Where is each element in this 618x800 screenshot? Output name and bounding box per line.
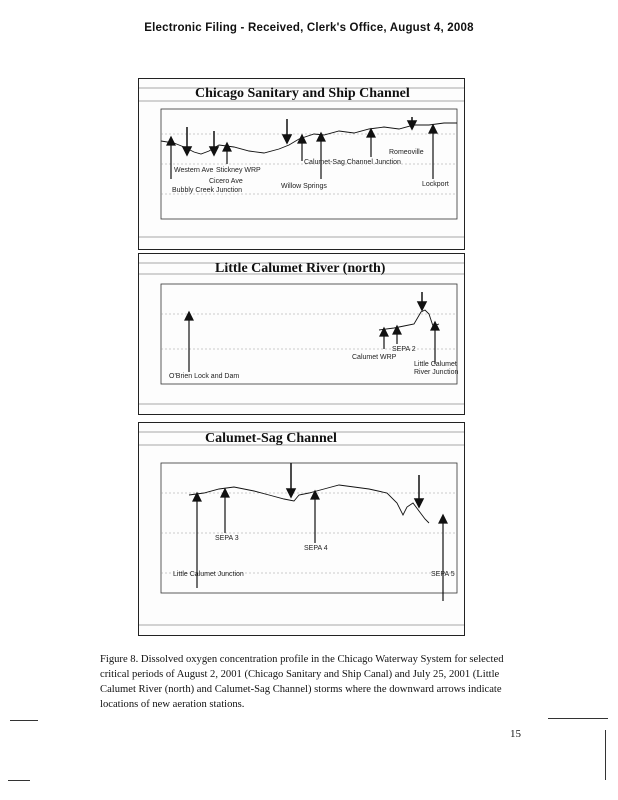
label-romeoville: Romeoville bbox=[389, 149, 424, 156]
aeration-arrows bbox=[418, 292, 426, 310]
figure-caption bbox=[100, 652, 512, 712]
label-little-calumet-river-junction: Little Calumet River Junction bbox=[414, 361, 459, 376]
label-stickney-wrp: Stickney WRP bbox=[216, 167, 261, 174]
scan-mark bbox=[10, 720, 38, 721]
label-sepa-5: SEPA 5 bbox=[431, 571, 455, 578]
label-sepa-2: SEPA 2 bbox=[392, 346, 416, 353]
do-profile-line bbox=[379, 310, 439, 330]
label-obrien-lock-dam: O'Brien Lock and Dam bbox=[169, 373, 240, 380]
panel-2-plot bbox=[139, 254, 464, 414]
panel-little-calumet-river-north bbox=[138, 253, 465, 415]
panel-1-plot bbox=[139, 79, 464, 249]
label-bubbly-creek-junction: Bubbly Creek Junction bbox=[172, 187, 243, 194]
panel-chicago-sanitary-ship-channel bbox=[138, 78, 465, 250]
panel-3-plot bbox=[139, 423, 464, 635]
label-sepa-4: SEPA 4 bbox=[304, 545, 328, 552]
panel-2-title: Little Calumet River (north) bbox=[215, 261, 386, 276]
label-willow-springs: Willow Springs bbox=[281, 183, 327, 190]
label-western-ave: Western Ave bbox=[174, 167, 214, 174]
caption-label: Figure 8. bbox=[100, 654, 139, 665]
scan-mark bbox=[548, 718, 608, 719]
aeration-arrows bbox=[287, 463, 423, 507]
page-number: 15 bbox=[510, 728, 521, 740]
panel-1-title: Chicago Sanitary and Ship Channel bbox=[195, 86, 410, 101]
label-sepa-3: SEPA 3 bbox=[215, 535, 239, 542]
scan-mark bbox=[605, 730, 606, 780]
label-calumet-wrp: Calumet WRP bbox=[352, 354, 397, 361]
scan-mark bbox=[8, 780, 30, 781]
panel-calumet-sag-channel bbox=[138, 422, 465, 636]
label-lockport: Lockport bbox=[422, 181, 449, 188]
plot-frame bbox=[161, 284, 457, 384]
caption-text: Dissolved oxygen concentration profile in the Chicago Waterway System for selected critical periods of August 2, 2001 (Chicago Sanitary and Ship Canal) and July 25, 2001 (Little Calumet River (north) and Calumet-Sag Channel) storms where the downward arrows indicate locations of new aeration stations. bbox=[100, 654, 504, 710]
panel-3-title: Calumet-Sag Channel bbox=[205, 431, 337, 446]
figure-8 bbox=[130, 78, 466, 638]
label-little-calumet-junction: Little Calumet Junction bbox=[173, 571, 244, 578]
label-cicero-ave: Cicero Ave bbox=[209, 178, 243, 185]
aeration-arrows bbox=[183, 117, 416, 155]
electronic-filing-header: Electronic Filing - Received, Clerk's Office, August 4, 2008 bbox=[144, 22, 474, 34]
label-calumet-sag-junction: Calumet-Sag Channel Junction bbox=[304, 159, 401, 166]
location-arrows bbox=[185, 312, 439, 372]
